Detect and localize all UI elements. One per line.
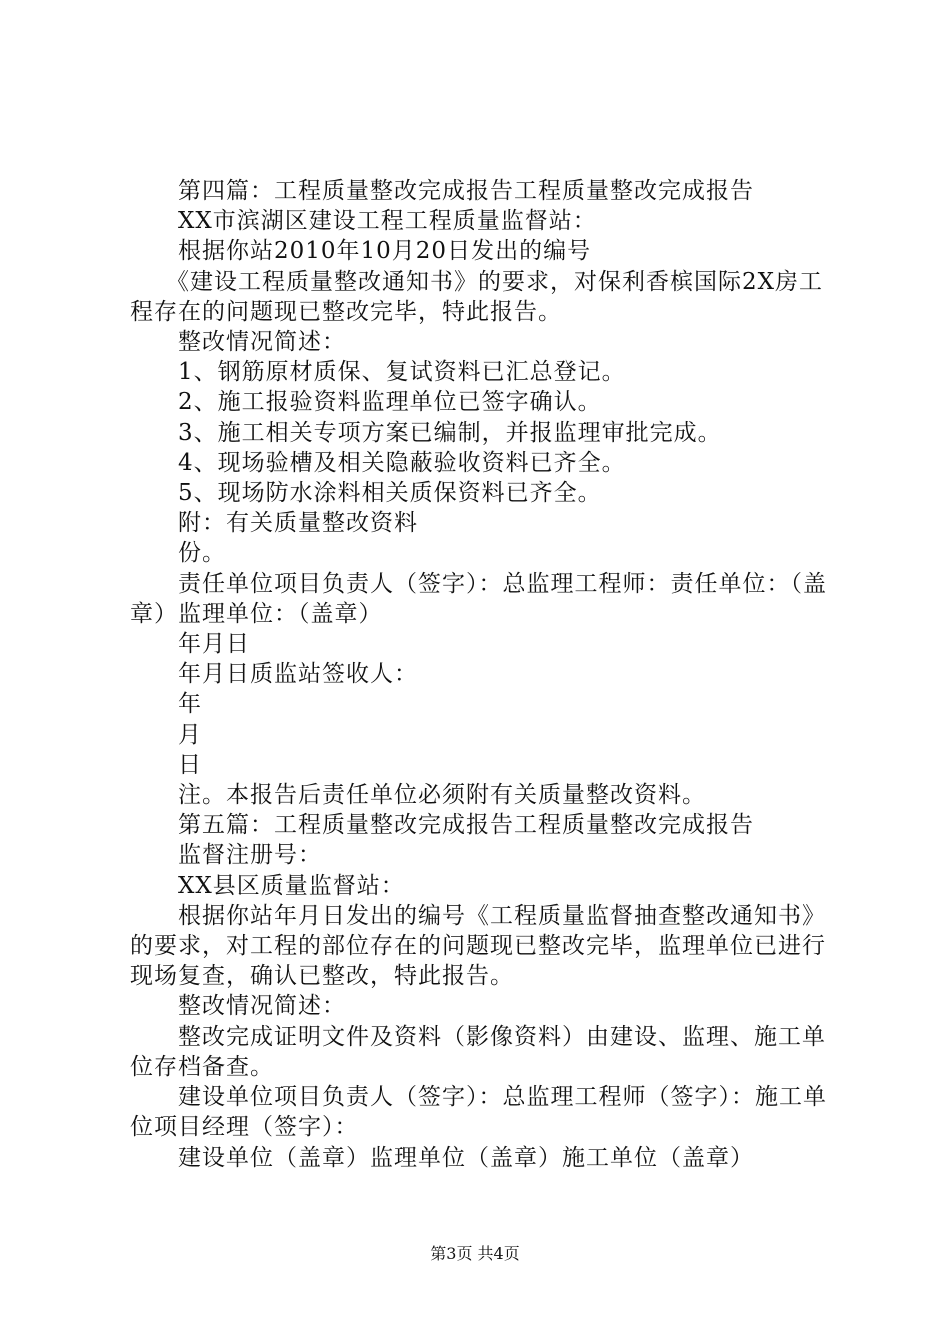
- signature-line: 建设单位项目负责人（签字）：总监理工程师（签字）：施工单位项目经理（签字）：: [130, 1084, 827, 1141]
- page-number-footer: 第3页 共4页: [430, 1244, 520, 1263]
- day-label: 日: [178, 751, 202, 778]
- signature-line: 责任单位项目负责人（签字）：总监理工程师：责任单位：（盖章）监理单位：（盖章）: [130, 570, 827, 627]
- list-item: 4、现场验槽及相关隐蔽验收资料已齐全。: [178, 449, 626, 476]
- list-item: 1、钢筋原材质保、复试资料已汇总登记。: [178, 359, 626, 386]
- part-four-heading: 第四篇：工程质量整改完成报告工程质量整改完成报告: [178, 178, 754, 204]
- list-item: 3、施工相关专项方案已编制，并报监理审批完成。: [178, 419, 722, 446]
- recipient-line: XX县区质量监督站：: [178, 872, 405, 899]
- month-label: 月: [178, 721, 202, 748]
- part-five-heading: 第五篇：工程质量整改完成报告工程质量整改完成报告: [178, 812, 754, 839]
- registration-number-line: 监督注册号：: [178, 842, 322, 869]
- list-item: 2、施工报验资料监理单位已签字确认。: [178, 389, 602, 416]
- body-paragraph: 整改完成证明文件及资料（影像资料）由建设、监理、施工单位存档备查。: [130, 1023, 826, 1080]
- body-paragraph: 根据你站2010年10月20日发出的编号: [178, 238, 592, 265]
- note-line: 注。本报告后责任单位必须附有关质量整改资料。: [178, 782, 706, 809]
- list-item: 5、现场防水涂料相关质保资料已齐全。: [178, 480, 602, 507]
- year-label: 年: [178, 691, 202, 718]
- date-receiver-line: 年月日质监站签收人：: [178, 661, 418, 688]
- document-body: [130, 176, 840, 1173]
- seal-line: 建设单位（盖章）监理单位（盖章）施工单位（盖章）: [178, 1144, 754, 1171]
- date-line: 年月日: [178, 631, 250, 658]
- recipient-line: XX市滨湖区建设工程工程质量监督站：: [178, 208, 597, 235]
- attachment-count: 份。: [178, 540, 226, 567]
- attachment-line: 附：有关质量整改资料: [178, 510, 418, 537]
- body-paragraph: 根据你站年月日发出的编号《工程质量监督抽查整改通知书》的要求，对工程的部位存在的问题现已整改完毕，监理单位已进行现场复查，确认已整改，特此报告。: [130, 902, 826, 990]
- section-heading: 整改情况简述：: [178, 329, 346, 356]
- body-paragraph: 《建设工程质量整改通知书》的要求，对保利香槟国际2X房工程存在的问题现已整改完毕，特此报告。: [130, 268, 824, 325]
- section-heading: 整改情况简述：: [178, 993, 346, 1020]
